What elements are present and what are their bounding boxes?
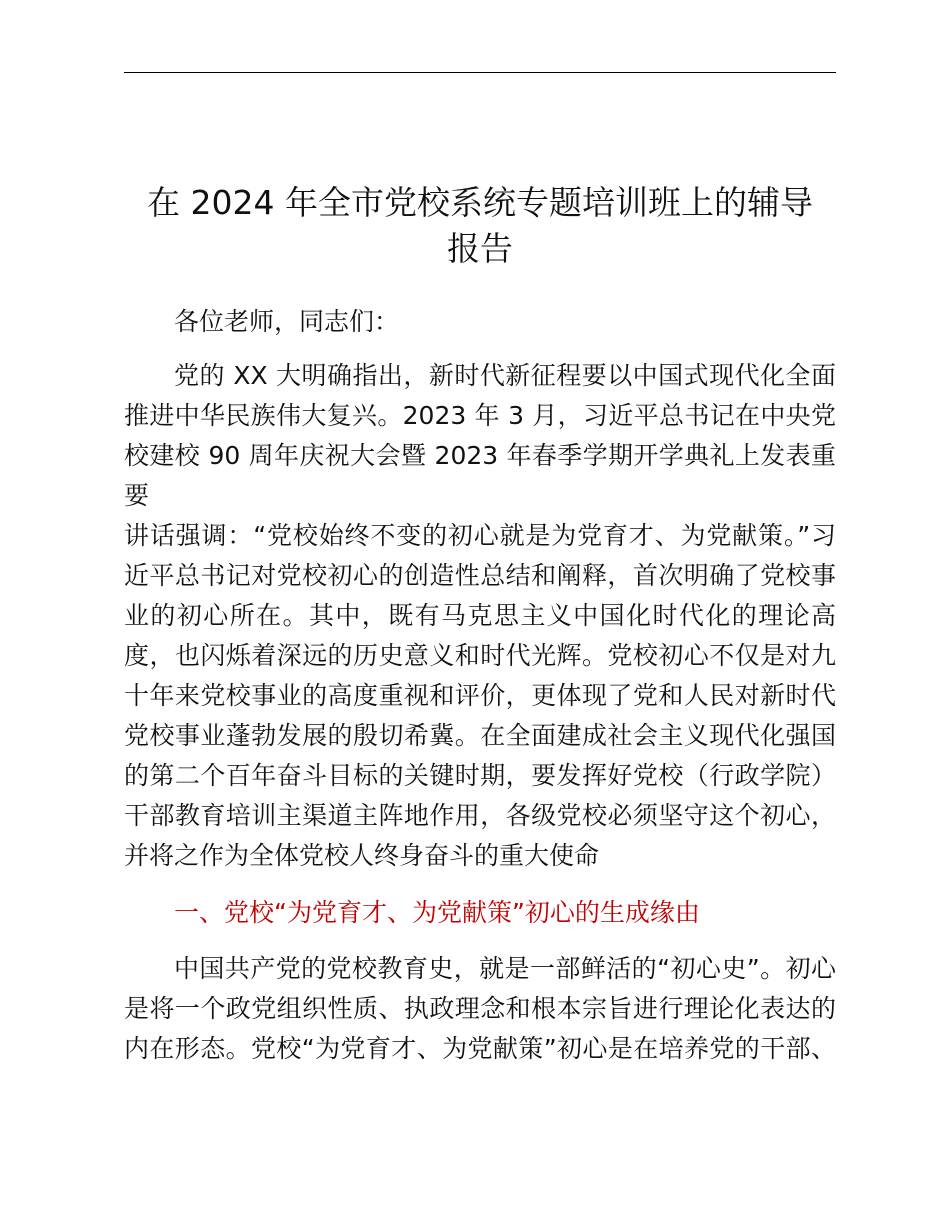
paragraph-line: 的第二个百年奋斗目标的关键时期，要发挥好党校（行政学院） [124,761,836,790]
paragraph-line: 党校事业蓬勃发展的殷切希冀。在全面建成社会主义现代化强国 [124,721,836,750]
paragraph-line: 党的 XX 大明确指出，新时代新征程要以中国式现代化全面 [174,361,836,390]
section-heading-1: 一、党校“为党育才、为党献策”初心的生成缘由 [174,898,700,927]
paragraph-line: 是将一个政党组织性质、执政理念和根本宗旨进行理论化表达的 [124,994,836,1023]
paragraph-2 [124,949,836,1069]
paragraph-line: 业的初心所在。其中，既有马克思主义中国化时代化的理论高 [124,601,836,630]
title-line-1: 在 2024 年全市党校系统专题培训班上的辅导 [147,183,813,222]
paragraph-1 [124,356,836,876]
paragraph-line: 十年来党校事业的高度重视和评价，更体现了党和人民对新时代 [124,681,836,710]
header-rule [124,72,836,73]
paragraph-line: 度，也闪烁着深远的历史意义和时代光辉。党校初心不仅是对九 [124,641,836,670]
paragraph-line: 校建校 90 周年庆祝大会暨 2023 年春季学期开学典礼上发表重要 [124,441,836,510]
paragraph-line: 内在形态。党校“为党育才、为党献策”初心是在培养党的干部、 [124,1034,836,1063]
paragraph-line: 讲话强调：“党校始终不变的初心就是为党育才、为党献策。”习 [124,521,836,550]
document-title [124,180,836,272]
salutation: 各位老师，同志们： [174,307,400,336]
paragraph-line: 推进中华民族伟大复兴。2023 年 3 月，习近平总书记在中央党 [124,401,836,430]
paragraph-line: 并将之作为全体党校人终身奋斗的重大使命 [124,841,600,870]
paragraph-line: 干部教育培训主渠道主阵地作用，各级党校必须坚守这个初心， [124,801,836,830]
paragraph-line: 近平总书记对党校初心的创造性总结和阐释，首次明确了党校事 [124,561,836,590]
paragraph-line: 中国共产党的党校教育史，就是一部鲜活的“初心史”。初心 [174,954,836,983]
title-line-2: 报告 [447,229,513,268]
